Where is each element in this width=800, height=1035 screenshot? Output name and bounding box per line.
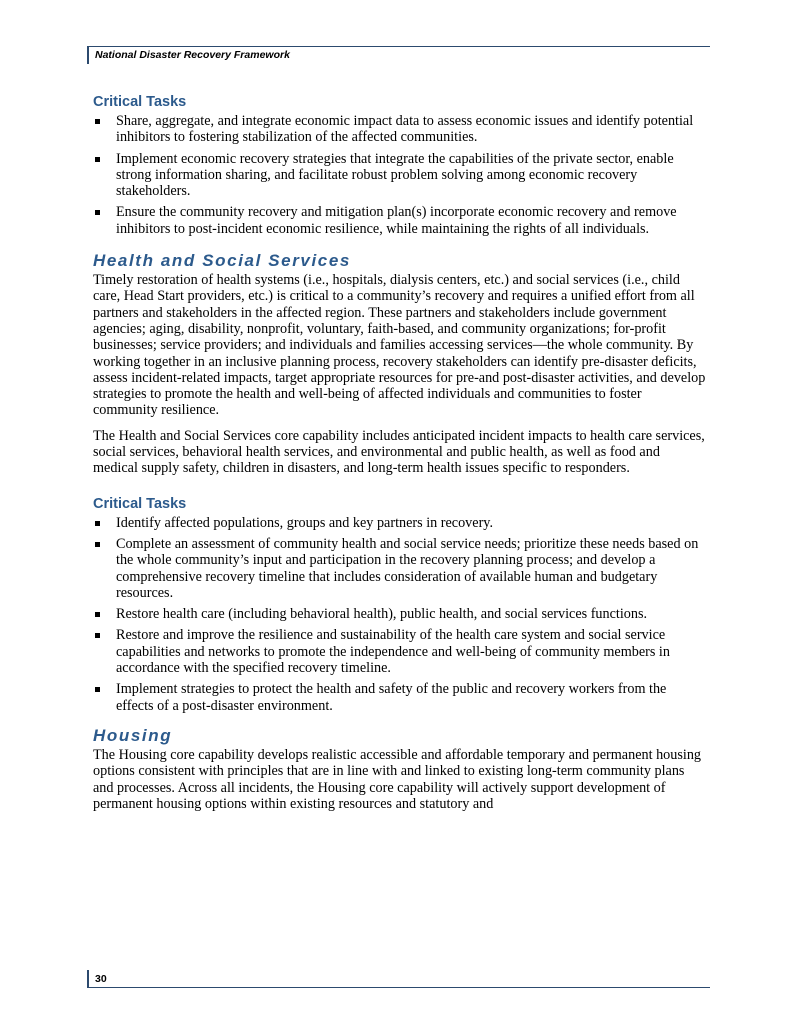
list-item-text: Implement strategies to protect the health and safety of the public and recovery workers from the effects of a post-disaster environment.	[116, 681, 667, 714]
list-item-text: Restore health care (including behavioral health), public health, and social services functions.	[116, 606, 648, 623]
critical-tasks-list-1	[93, 113, 707, 237]
page-content	[93, 94, 707, 812]
list-item	[93, 204, 707, 237]
bullet-icon	[95, 119, 100, 124]
list-item	[93, 515, 707, 531]
list-item-text: Restore and improve the resilience and sustainability of the health care system and social service capabilities and networks to promote the independence and well-being of community members in accordance with the specified recovery timeline.	[116, 627, 670, 677]
list-item	[93, 536, 707, 601]
bullet-icon	[95, 633, 100, 638]
housing-paragraph: The Housing core capability develops realistic accessible and affordable temporary and permanent housing options consistent with principles that are in line with and linked to existing long-term community plans and processes. Across all incidents, the Housing core capability will actively support development of permanent housing options within existing resources and statutory and	[93, 746, 702, 812]
running-footer	[87, 970, 710, 988]
housing-section-heading: Housing	[93, 725, 173, 745]
list-item-text: Share, aggregate, and integrate economic impact data to assess economic issues and identify potential inhibitors to fostering stabilization of the affected communities.	[116, 113, 694, 146]
bullet-icon	[95, 687, 100, 692]
list-item-text: Implement economic recovery strategies that integrate the capabilities of the private sector, enable strong information sharing, and facilitate robust problem solving among economic recovery stakeholders.	[116, 150, 674, 200]
bullet-icon	[95, 210, 100, 215]
list-item	[93, 627, 707, 676]
critical-tasks-heading-1: Critical Tasks	[93, 94, 187, 110]
header-title: National Disaster Recovery Framework	[95, 49, 290, 61]
health-paragraph-1: Timely restoration of health systems (i.e., hospitals, dialysis centers, etc.) and social services (i.e., child care, Head Start providers, etc.) is critical to a community’s recovery and requires a unified effort from all partners and stakeholders in the affected region. These partners and stakeholders include government agencies; aging, disability, nonprofit, voluntary, faith-based, and community organizations; for-profit businesses; service providers; and individuals and families accessing services—the whole community. By working together in an inclusive planning process, recovery stakeholders can identify pre-disaster deficits, assess incident-related impacts, target appropriate resources for pre-and post-disaster activities, and develop strategies to promote the health and well-being of affected individuals and communities to foster community resilience.	[93, 272, 706, 419]
list-item	[93, 681, 707, 714]
bullet-icon	[95, 521, 100, 526]
list-item-text: Complete an assessment of community health and social service needs; prioritize these needs based on the whole community’s input and participation in the recovery planning process; and develop a comprehensive recovery timeline that includes consideration of available human and budgetary resources.	[116, 535, 699, 601]
critical-tasks-list-2	[93, 515, 707, 714]
bullet-icon	[95, 157, 100, 162]
list-item-text: Identify affected populations, groups and key partners in recovery.	[116, 514, 494, 531]
page-number: 30	[95, 973, 107, 985]
list-item-text: Ensure the community recovery and mitigation plan(s) incorporate economic recovery and remove inhibitors to post-incident economic resilience, while maintaining the rights of all individuals.	[116, 204, 677, 237]
running-header	[87, 46, 710, 64]
health-section-heading: Health and Social Services	[93, 251, 351, 271]
list-item	[93, 113, 707, 146]
bullet-icon	[95, 542, 100, 547]
health-paragraph-2: The Health and Social Services core capability includes anticipated incident impacts to health care services, social services, behavioral health services, and environmental and public health, as well as food and medical supply safety, children in disasters, and long-term health issues specific to responders.	[93, 427, 705, 477]
critical-tasks-heading-2: Critical Tasks	[93, 495, 187, 512]
list-item	[93, 151, 707, 200]
list-item	[93, 606, 707, 622]
bullet-icon	[95, 612, 100, 617]
